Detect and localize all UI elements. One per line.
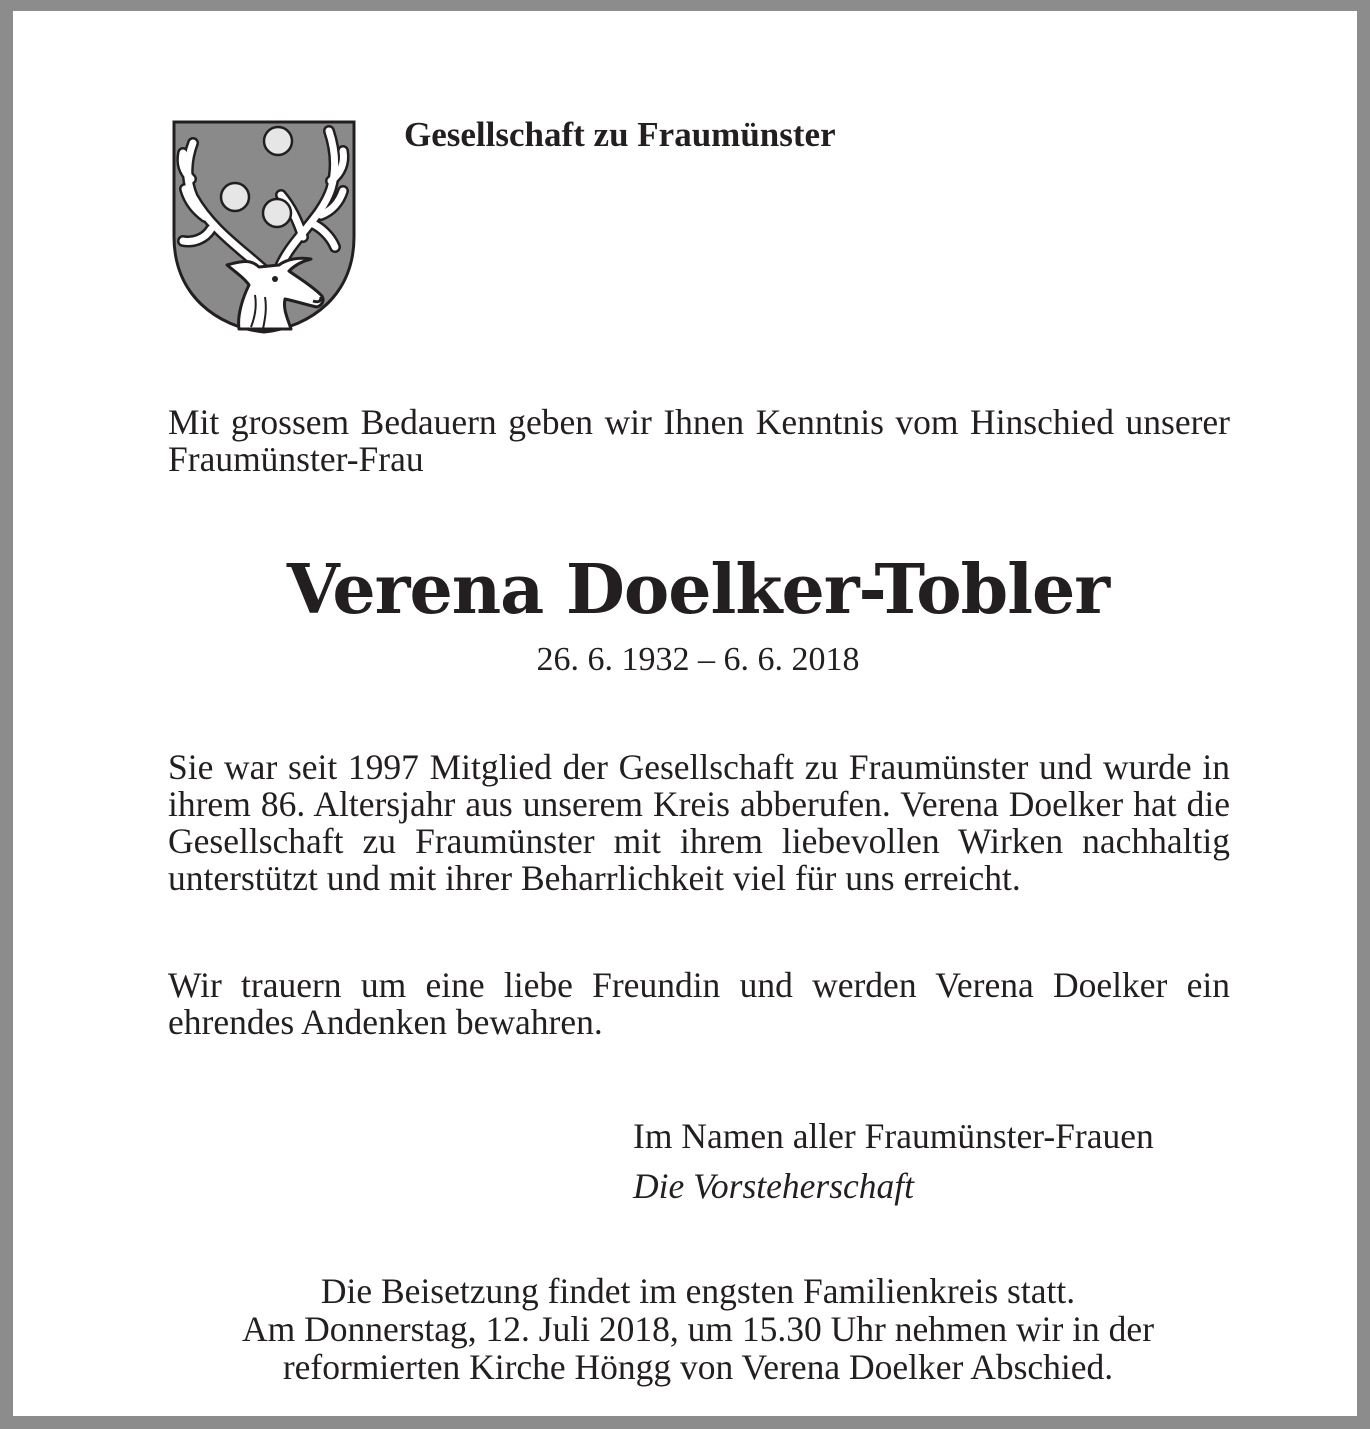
signature-block (633, 1111, 1154, 1211)
life-dates: 26. 6. 1932 – 6. 6. 2018 (536, 641, 860, 678)
signature-line: Im Namen aller Fraumünster-Frauen (633, 1116, 1154, 1156)
funeral-line: reformierten Kirche Höngg von Verena Doelker Abschied. (282, 1347, 1114, 1387)
mourning-paragraph: Wir trauern um eine liebe Freundin und werden Verena Doelker ein ehrendes Andenken bewahren. (168, 965, 1230, 1042)
funeral-line: Am Donnerstag, 12. Juli 2018, um 15.30 Uhr nehmen wir in der (241, 1309, 1155, 1349)
signatory-board: Die Vorsteherschaft (633, 1166, 915, 1206)
organization-name: Gesellschaft zu Fraumünster (404, 115, 836, 154)
funeral-line: Die Beisetzung findet im engsten Familienkreis statt. (320, 1271, 1076, 1311)
funeral-notice (13, 1272, 1370, 1386)
deceased-name: Verena Doelker-Tobler (286, 550, 1110, 630)
intro-text: Mit grossem Bedauern geben wir Ihnen Kenntnis vom Hinschied unserer Fraumünster-Frau (168, 402, 1230, 479)
coat-of-arms-stag-icon (171, 119, 357, 335)
tribute-paragraph: Sie war seit 1997 Mitglied der Gesellschaft zu Fraumünster und wurde in ihrem 86. Altersjahr aus unserem Kreis abberufen. Verena Doelker hat die Gesellschaft zu Fraumünster mit ihrem liebevollen Wirken nachhaltig unterstützt und mit ihrer Beharrlichkeit viel für uns erreicht. (168, 747, 1230, 898)
